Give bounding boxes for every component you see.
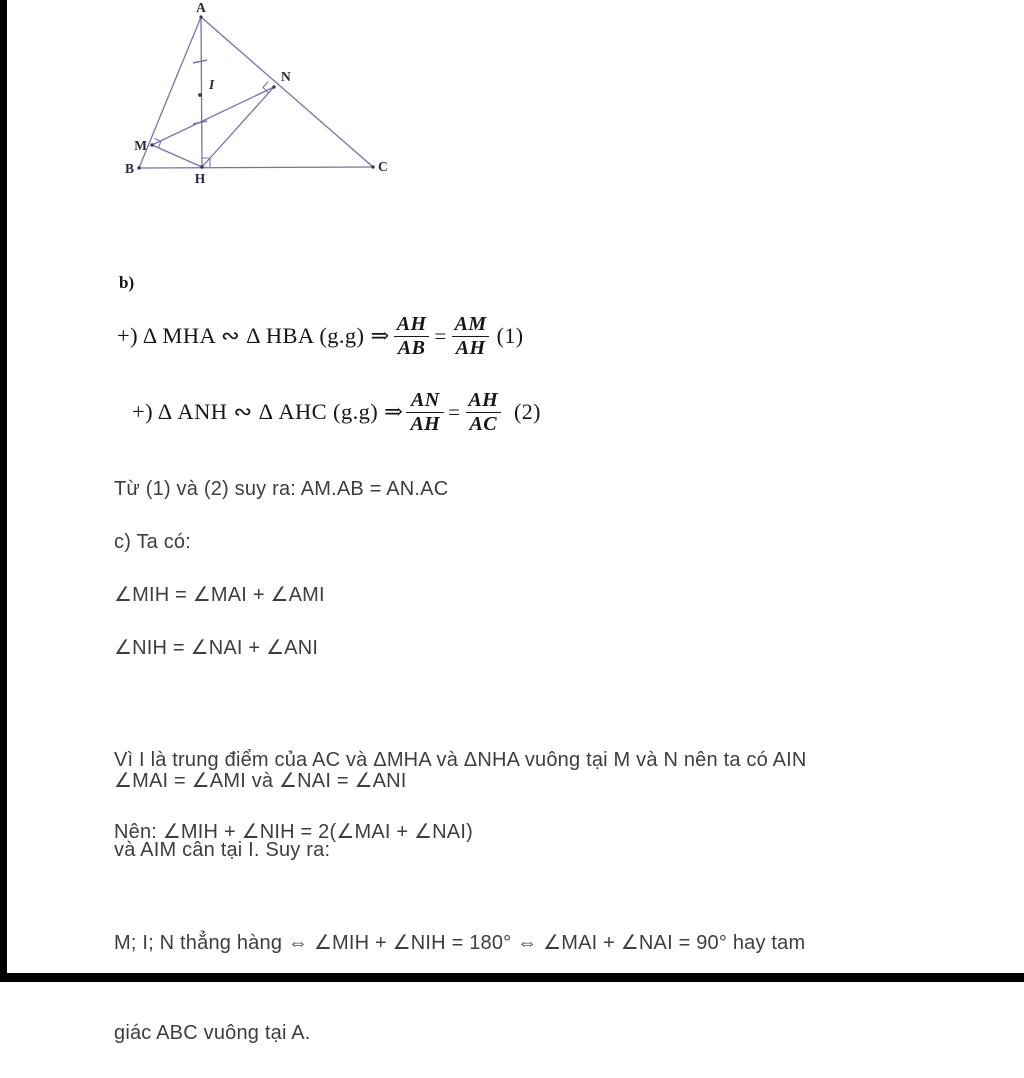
segment-hm	[152, 145, 202, 167]
paragraph-line: giác ABC vuông tại A.	[114, 1022, 311, 1044]
segment-ac	[201, 17, 373, 167]
geometry-diagram-svg	[0, 0, 420, 205]
fraction-denominator: AC	[466, 412, 501, 435]
angle-equation-nih: ∠NIH = ∠NAI + ∠ANI	[114, 637, 319, 659]
angle-equation-isosceles: ∠MAI = ∠AMI và ∠NAI = ∠ANI	[114, 770, 407, 792]
part-b-heading: b)	[119, 273, 135, 292]
point-dot-b	[137, 166, 140, 169]
altitude-ah	[201, 17, 202, 167]
similarity-equation-1	[117, 303, 523, 369]
paragraph-line: và AIM cân tại I. Suy ra:	[114, 839, 331, 861]
part-c-heading: c) Ta có:	[114, 531, 192, 553]
fraction-denominator: AB	[394, 336, 429, 359]
similarity-1-prefix: +) Δ MHA ∾ Δ HBA (g.g) ⇒	[117, 323, 390, 348]
segment-bc	[139, 167, 373, 168]
point-label-h: H	[194, 171, 206, 186]
paragraph-line: Vì I là trung điểm của AC và ΔMHA và ΔNHA vuông tại M và N nên ta có AIN	[114, 749, 807, 771]
point-label-c: C	[378, 159, 388, 174]
point-label-b: B	[124, 161, 134, 176]
tick-mark-ih	[193, 121, 207, 124]
fraction-ah-ac	[464, 390, 502, 435]
fraction-numerator: AN	[410, 388, 440, 411]
point-label-n: N	[281, 69, 291, 84]
point-dot-a	[199, 15, 202, 18]
paragraph-conclusion	[114, 868, 805, 1078]
point-label-m: M	[134, 138, 147, 153]
fraction-denominator: AH	[452, 336, 490, 359]
fraction-ah-ab	[393, 314, 431, 359]
segment-hn	[202, 87, 274, 167]
fraction-numerator: AH	[396, 312, 427, 335]
equation-tag-2: (2)	[508, 399, 541, 424]
fraction-am-ah	[451, 314, 491, 359]
segment-ab	[139, 17, 201, 168]
point-label-a: A	[196, 0, 206, 15]
similarity-equation-2	[132, 380, 541, 444]
point-dot-m	[150, 143, 153, 146]
tick-mark-ai	[193, 60, 207, 63]
statement-nen: Nên: ∠MIH + ∠NIH = 2(∠MAI + ∠NAI)	[114, 821, 473, 843]
point-dot-i	[198, 93, 202, 97]
equals-sign: =	[434, 323, 447, 348]
equation-tag-1: (1)	[496, 323, 524, 348]
fraction-an-ah	[406, 390, 444, 435]
paragraph-line: M; I; N thẳng hàng ⇔ ∠MIH + ∠NIH = 180° ⇔ ∠MAI + ∠NAI = 90° hay tam	[114, 932, 806, 954]
fraction-numerator: AM	[454, 312, 487, 335]
equals-sign: =	[448, 399, 461, 424]
statement-from-1-2: Từ (1) và (2) suy ra: AM.AB = AN.AC	[114, 478, 449, 500]
point-dot-n	[272, 85, 275, 88]
geometry-diagram	[0, 0, 420, 205]
angle-equation-mih: ∠MIH = ∠MAI + ∠AMI	[114, 584, 325, 606]
segment-mn	[152, 87, 274, 145]
fraction-denominator: AH	[406, 412, 444, 435]
similarity-2-prefix: +) Δ ANH ∾ Δ AHC (g.g) ⇒	[132, 399, 404, 424]
fraction-numerator: AH	[468, 388, 499, 411]
point-dot-c	[371, 165, 374, 168]
point-dot-h	[200, 165, 203, 168]
point-label-i: I	[209, 77, 215, 92]
